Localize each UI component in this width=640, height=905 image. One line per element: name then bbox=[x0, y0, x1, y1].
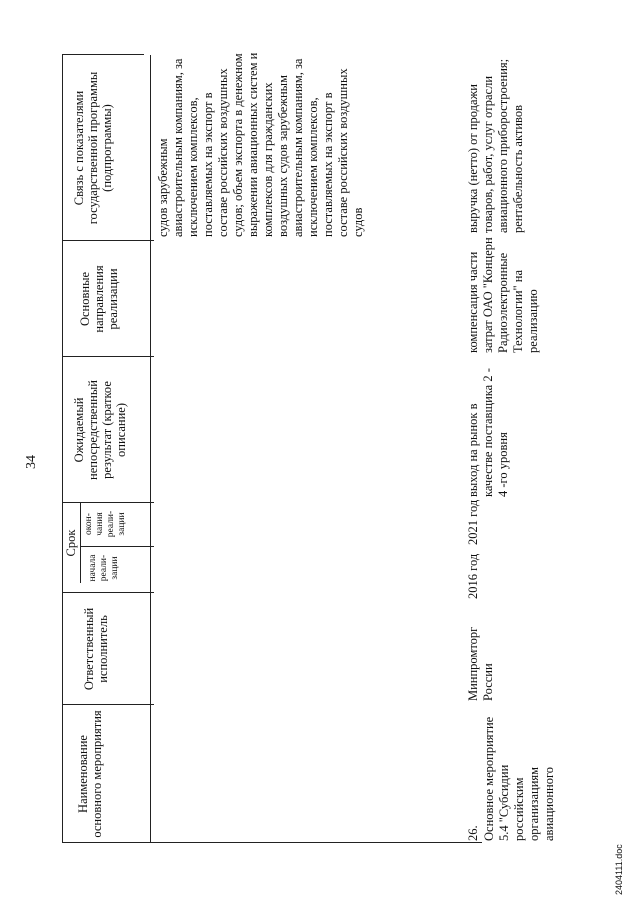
row-number: 26. bbox=[466, 825, 480, 841]
header-link: Связь с показателями государственной программы (подпрограммы) bbox=[72, 71, 114, 225]
table-top-border bbox=[62, 55, 63, 843]
document-id: 2404111.doc bbox=[614, 844, 624, 895]
term-subheader-line bbox=[80, 503, 81, 583]
continuation-text: судов зарубежным авиастроительным компаниям, за исключением комплексов, поставляемых на экспорт в составе российских воздушных судов; объем экспорта в денежном выражении авиационных систем и комплексов для гражданских воздушных судов зарубежным авиастроительным компаниям, за исключением комплексов, поставляемых на экспорт в составе российских воздушных судов bbox=[156, 52, 365, 237]
header-end: окон-чания реали-зации bbox=[84, 510, 127, 538]
row-name: Основное мероприятие 5.4 "Субсидии российским организациям авиационного bbox=[482, 716, 556, 841]
header-term: Срок bbox=[64, 529, 78, 557]
table-right-border bbox=[62, 54, 144, 55]
column-divider bbox=[62, 356, 154, 357]
row-start: 2016 год bbox=[466, 553, 480, 599]
row-link: выручка (нетто) от продажи товаров, работ, услуг отрасли авиационного приборостроения; рентабельность активов bbox=[466, 58, 525, 233]
page-number: 34 bbox=[24, 455, 39, 469]
column-divider bbox=[62, 592, 154, 593]
row-result: выход на рынок в качестве поставщика 2 - 4 -го уровня bbox=[466, 368, 510, 497]
row-end: 2021 год bbox=[466, 499, 480, 545]
table-left-border bbox=[62, 842, 482, 843]
header-result: Ожидаемый непосредственный результат (краткое описание) bbox=[72, 380, 128, 480]
header-responsible: Ответственный исполнитель bbox=[82, 607, 110, 691]
header-name: Наименование основного мероприятия bbox=[76, 710, 104, 838]
row-directions: компенсация части затрат ОАО "Концерн Радиоэлектронные Технологии" на реализацию bbox=[466, 237, 540, 353]
column-divider bbox=[62, 704, 154, 705]
column-divider bbox=[62, 240, 154, 241]
row-responsible: Минпромторг России bbox=[466, 626, 495, 701]
header-start: начала реали-зации bbox=[88, 554, 120, 582]
header-directions: Основные направления реализации bbox=[78, 265, 120, 333]
column-divider bbox=[80, 546, 154, 547]
header-bottom-border bbox=[150, 55, 151, 843]
